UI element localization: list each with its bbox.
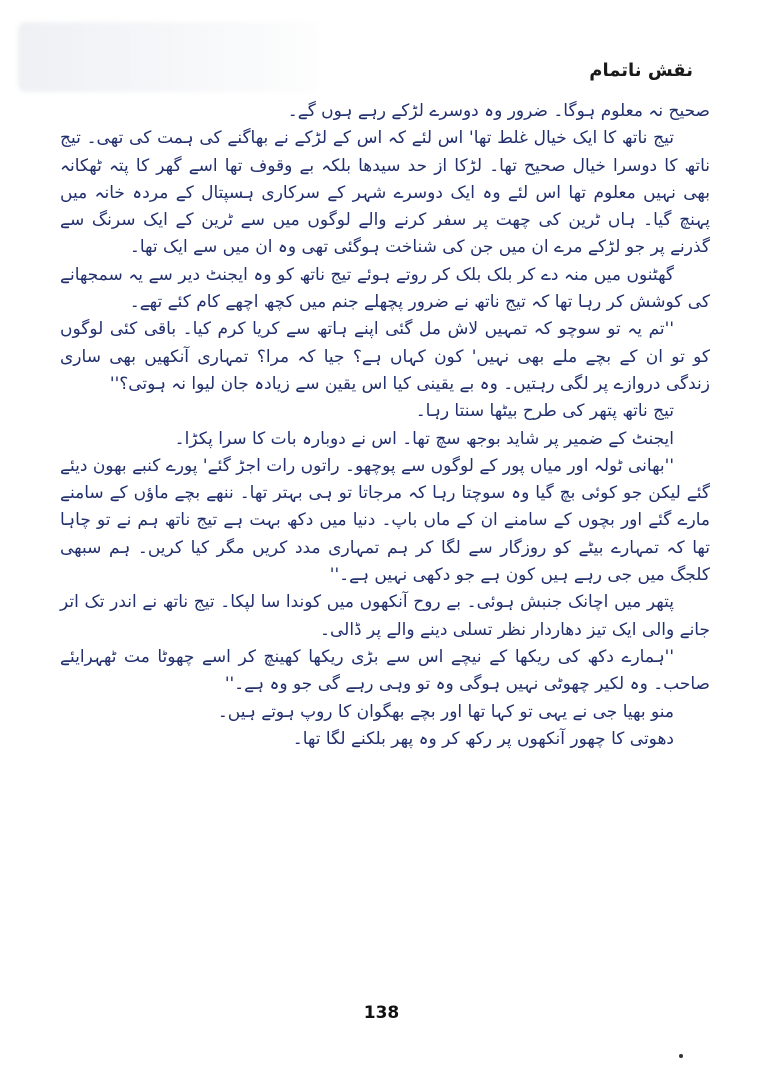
paragraph-3: گھٹنوں میں منہ دے کر بلک بلک کر روتے ہوئے تیج ناتھ کو وہ ایجنٹ دیر سے یہ سمجھانے کی کوشش کر رہا تھا کہ تیج ناتھ نے ضرور پچھلے جنم میں کچھ اچھے کام کئے تھے۔: [60, 264, 710, 313]
paragraph-7: ''بھانی ٹولہ اور میاں پور کے لوگوں سے پوچھو۔ راتوں رات اجڑ گئے' پورے کنبے بھون دیئے گئے لیکن جو کوئی بچ گیا وہ سوچتا رہا کہ مرجاتا تو ہی بہتر تھا۔ ننھے بچے ماؤں کے سامنے مارے گئے اور بچوں کے سامنے ان کے ماں باپ۔ دنیا میں دکھ بہت ہے تیج ناتھ ہم نے تو چاہا تھا کہ تمہارے بیٹے کو روزگار سے لگا کر ہم تمہاری مدد کریں مگر کیا کریں۔ ہم سبھی کلجگ میں جی رہے ہیں کون ہے جو دکھی نہیں ہے۔'': [60, 455, 710, 586]
page-body-text: [60, 98, 710, 753]
ink-dot: [679, 1054, 683, 1058]
paragraph-4: ''تم یہ تو سوچو کہ تمہیں لاش مل گئی اپنے ہاتھ سے کریا کرم کیا۔ باقی کئی لوگوں کو تو ان کے بچے ملے بھی نہیں' کون کہاں ہے؟ جیا کہ مرا؟ تمہاری آنکھیں بھی ساری زندگی دروازے پر لگی رہتیں۔ وہ بے یقینی کیا اس یقین سے زیادہ جان لیوا نہ ہوتی؟'': [60, 319, 710, 394]
paragraph-9: ''ہمارے دکھ کی ریکھا کے نیچے اس سے بڑی ریکھا کھینچ کر اسے چھوٹا مت ٹھہرایئے صاحب۔ وہ لکیر چھوٹی نہیں ہوگی وہ تو وہی رہے گی جو وہ ہے۔'': [60, 646, 710, 695]
paragraph-11: دھوتی کا چھور آنکھوں پر رکھ کر وہ پھر بلکنے لگا تھا۔: [292, 728, 674, 749]
paragraph-1: صحیح نہ معلوم ہوگا۔ ضرور وہ دوسرے لڑکے رہے ہوں گے۔: [287, 101, 710, 121]
paragraph-10: منو بھیا جی نے یہی تو کہا تھا اور بچے بھگوان کا روپ ہوتے ہیں۔: [217, 701, 674, 722]
scan-smudge: [18, 22, 318, 92]
paragraph-5: تیج ناتھ پتھر کی طرح بیٹھا سنتا رہا۔: [415, 401, 674, 422]
paragraph-6: ایجنٹ کے ضمیر پر شاید بوجھ سچ تھا۔ اس نے دوبارہ بات کا سرا پکڑا۔: [174, 428, 674, 449]
paragraph-2: تیج ناتھ کا ایک خیال غلط تھا' اس لئے کہ اس کے لڑکے نے بھاگنے کی ہمت کی تھی۔ تیج ناتھ کا دوسرا خیال صحیح تھا۔ لڑکا از حد سیدھا بلکہ بے وقوف تھا اسے گھر کا پتہ ٹھکانہ بھی نہیں معلوم تھا اس لئے وہ ایک دوسرے شہر کے سرکاری ہسپتال کے مردہ خانہ میں پہنچ گیا۔ ہاں ٹرین کی چھت پر سفر کرنے والے لوگوں میں سے ٹرین کے ایک سرنگ سے گذرنے پر جو لڑکے مرے ان میں جن کی شناخت ہوگئی تھی وہ ان میں سے ایک تھا۔: [60, 128, 710, 258]
paragraph-8: پتھر میں اچانک جنبش ہوئی۔ بے روح آنکھوں میں کوندا سا لپکا۔ تیج ناتھ نے اندر تک اتر جانے والی ایک تیز دھاردار نظر تسلی دینے والے پر ڈالی۔: [60, 592, 710, 640]
running-header-title: نقش ناتمام: [589, 60, 693, 81]
page-number: 138: [363, 1003, 400, 1023]
